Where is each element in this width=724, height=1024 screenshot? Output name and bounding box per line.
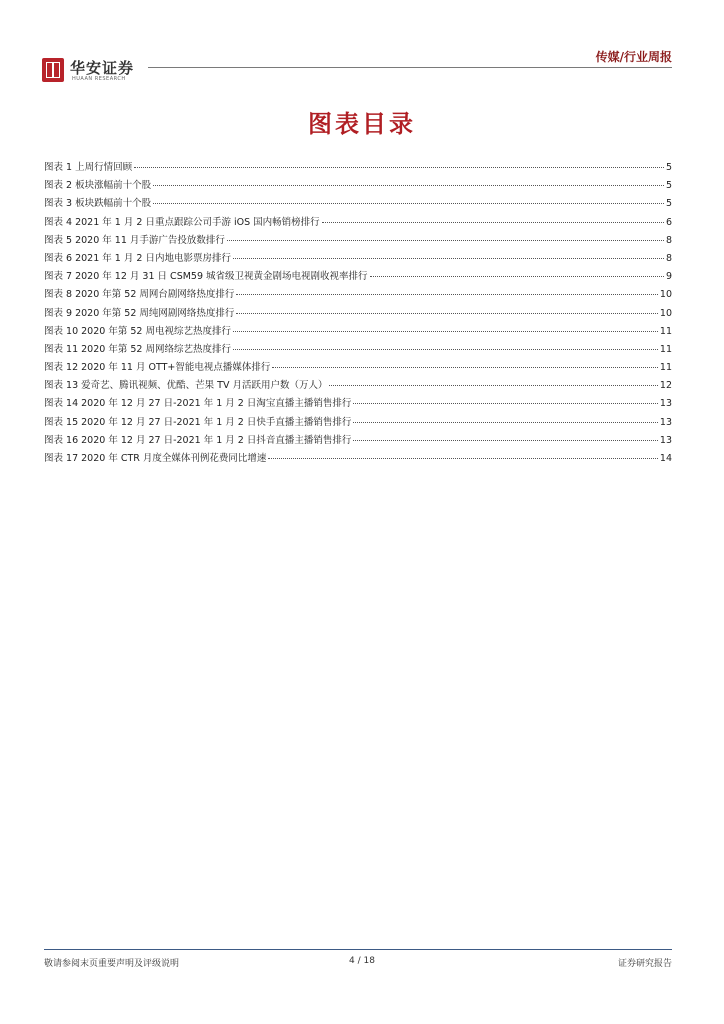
toc-dot-leader: [353, 422, 658, 423]
footer-disclaimer: 敬请参阅末页重要声明及评级说明: [44, 959, 180, 969]
toc-entry-label: 图表 16 2020 年 12 月 27 日-2021 年 1 月 2 日抖音直播主播销售排行: [44, 434, 352, 446]
toc-entry-page: 5: [665, 180, 672, 192]
toc-entry-label: 图表 17 2020 年 CTR 月度全媒体刊例花费同比增速: [44, 453, 267, 464]
toc-entry-label: 图表 13 爱奇艺、腾讯视频、优酷、芒果 TV 月活跃用户数（万人）: [44, 380, 328, 392]
toc-dot-leader: [233, 349, 658, 350]
toc-entry-label: 图表 8 2020 年第 52 周网台剧网络热度排行: [44, 289, 235, 301]
brand-name: 华安证券: [70, 59, 135, 77]
huaan-logo-icon: [42, 58, 64, 82]
toc-entry[interactable]: [44, 195, 672, 213]
toc-dot-leader: [236, 313, 657, 314]
toc-entry-page: 9: [665, 271, 672, 283]
page-indicator: 4 / 18: [349, 956, 375, 966]
toc-entry[interactable]: [44, 286, 672, 304]
toc-dot-leader: [153, 185, 664, 186]
footer-divider: [44, 949, 672, 950]
toc-entry[interactable]: [44, 305, 672, 323]
page-header: [0, 0, 724, 90]
brand-subtitle: HUAAN RESEARCH: [72, 76, 126, 82]
section-label: 传媒/行业周报: [595, 50, 672, 64]
toc-entry-page: 5: [665, 198, 672, 210]
toc-dot-leader: [353, 440, 658, 441]
toc-entry[interactable]: [44, 250, 672, 268]
toc-entry[interactable]: [44, 268, 672, 286]
toc-entry-page: 14: [659, 453, 672, 464]
toc-entry-label: 图表 5 2020 年 11 月手游广告投放数排行: [44, 234, 225, 246]
toc-dot-leader: [268, 458, 658, 459]
toc-entry-page: 13: [659, 434, 672, 446]
toc-dot-leader: [236, 294, 657, 295]
toc-entry-label: 图表 7 2020 年 12 月 31 日 CSM59 城省级卫视黄金剧场电视剧收视率排行: [44, 271, 368, 283]
toc-entry-page: 10: [659, 289, 672, 301]
toc-entry-label: 图表 4 2021 年 1 月 2 日重点跟踪公司手游 iOS 国内畅销榜排行: [44, 216, 320, 228]
toc-entry[interactable]: [44, 232, 672, 250]
toc-dot-leader: [134, 167, 664, 168]
toc-entry-label: 图表 2 板块涨幅前十个股: [44, 180, 152, 192]
toc-dot-leader: [233, 331, 658, 332]
toc-entry-page: 11: [659, 362, 672, 374]
toc-entry-page: 10: [659, 307, 672, 319]
toc-entry-label: 图表 9 2020 年第 52 周纯网剧网络热度排行: [44, 307, 235, 319]
header-divider: [148, 67, 672, 68]
toc-entry[interactable]: [44, 395, 672, 413]
toc-entry-label: 图表 3 板块跌幅前十个股: [44, 198, 152, 210]
toc-entry-page: 13: [659, 416, 672, 428]
toc-dot-leader: [329, 385, 657, 386]
report-type: 证券研究报告: [617, 959, 672, 969]
toc-entry[interactable]: [44, 450, 672, 468]
toc-entry[interactable]: [44, 159, 672, 177]
toc-entry-label: 图表 14 2020 年 12 月 27 日-2021 年 1 月 2 日淘宝直播主播销售排行: [44, 398, 352, 410]
toc-dot-leader: [227, 240, 664, 241]
toc-dot-leader: [153, 203, 664, 204]
toc-entry-page: 13: [659, 398, 672, 410]
toc-entry-page: 5: [665, 162, 672, 173]
toc-dot-leader: [322, 222, 664, 223]
toc-entry[interactable]: [44, 432, 672, 450]
toc-entry-page: 8: [665, 234, 672, 246]
toc-entry-page: 11: [659, 343, 672, 355]
page-title: 图表目录: [308, 110, 416, 138]
toc-entry-page: 11: [659, 325, 672, 337]
toc-entry[interactable]: [44, 341, 672, 359]
toc-entry-label: 图表 11 2020 年第 52 周网络综艺热度排行: [44, 343, 231, 355]
toc-entry[interactable]: [44, 377, 672, 395]
toc-entry-page: 8: [665, 252, 672, 264]
toc-entry[interactable]: [44, 214, 672, 232]
toc-entry-label: 图表 6 2021 年 1 月 2 日内地电影票房排行: [44, 252, 231, 264]
toc-entry-label: 图表 10 2020 年第 52 周电视综艺热度排行: [44, 325, 231, 337]
toc-entry-label: 图表 15 2020 年 12 月 27 日-2021 年 1 月 2 日快手直播主播销售排行: [44, 416, 352, 428]
toc-entry-page: 12: [659, 380, 672, 392]
toc-dot-leader: [370, 276, 664, 277]
toc-dot-leader: [272, 367, 658, 368]
toc-dot-leader: [233, 258, 664, 259]
figure-list: [44, 159, 672, 468]
toc-entry[interactable]: [44, 177, 672, 195]
toc-entry-page: 6: [665, 216, 672, 228]
toc-dot-leader: [353, 403, 658, 404]
toc-entry[interactable]: [44, 414, 672, 432]
toc-entry-label: 图表 12 2020 年 11 月 OTT+智能电视点播媒体排行: [44, 362, 271, 374]
toc-entry-label: 图表 1 上周行情回顾: [44, 162, 133, 173]
toc-entry[interactable]: [44, 359, 672, 377]
toc-entry[interactable]: [44, 323, 672, 341]
